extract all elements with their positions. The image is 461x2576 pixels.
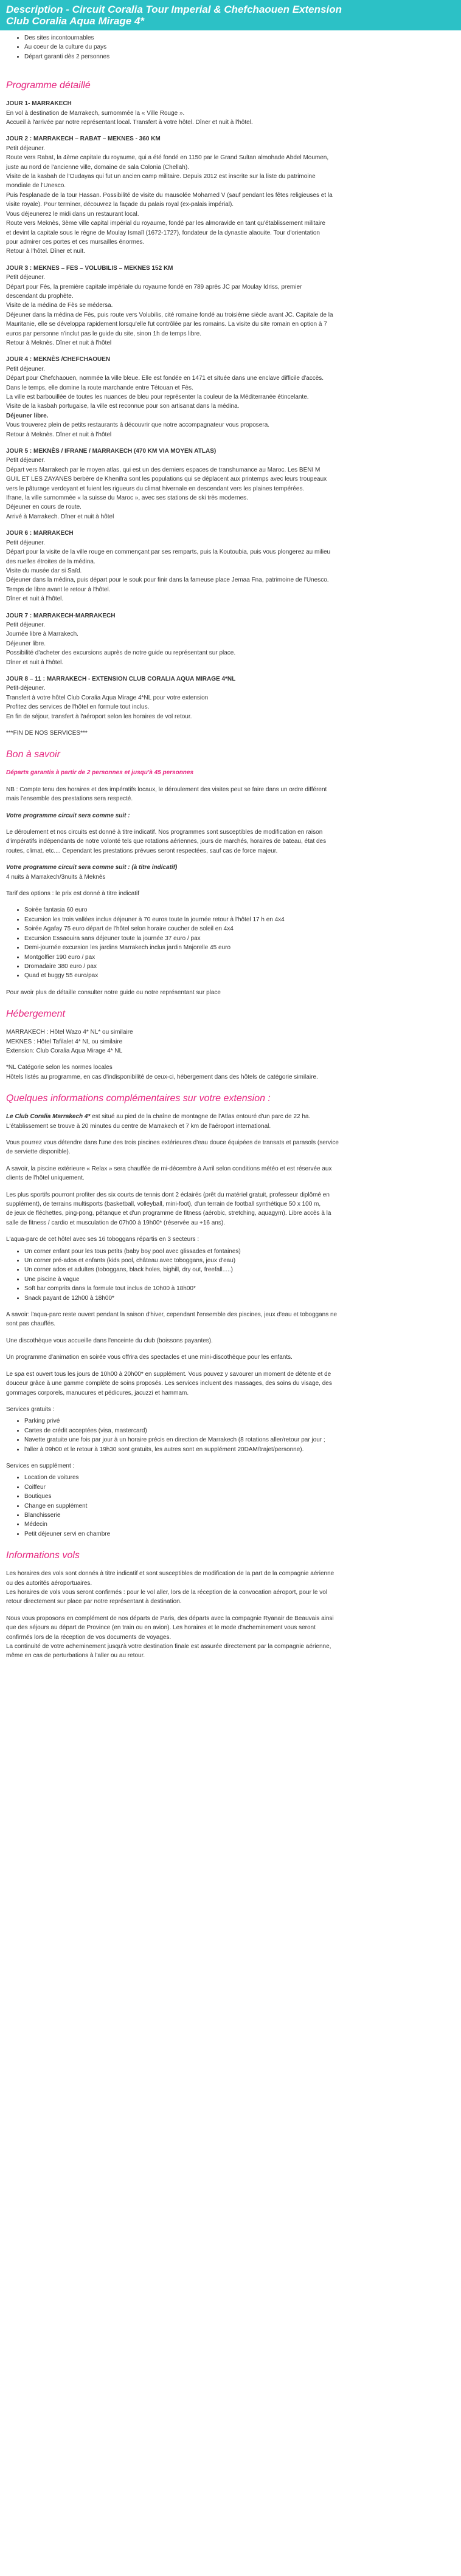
departs-garantis: Départs garantis à partir de 2 personnes et jusqu'à 45 personnes (6, 769, 194, 777)
spa-line: gommages corporels, manucures et pédicures, jacuzzi et hammam. (6, 1389, 189, 1396)
programme-day (6, 134, 455, 256)
programme-end: ***FIN DE NOS SERVICES*** (6, 730, 88, 737)
day-line: Puis l'esplanade de la tour Hassan. Possibilité de visite du mausolée Mohamed V (sauf pendant les fêtes religieuses et la (6, 191, 333, 199)
day-line: Accueil à l'arrivée par notre représentant local. Transfert à votre hôtel. Dîner et nuit à l'hôtel. (6, 119, 253, 126)
vols-line: Nous vous proposons en complément de nos départs de Paris, des départs avec la compagnie Ryanair de Beauvais ainsi (6, 1615, 334, 1622)
day-line: Visite de la kasbah portugaise, la ville est reconnue pour son artisanat dans la médina. (6, 403, 240, 410)
vols-line: La continuité de votre acheminement jusqu'à votre destination finale est assurée directement par la compagnie aérienne, (6, 1643, 331, 1650)
service-payant-item: • Change en supplément (24, 1502, 455, 1511)
programme-day (6, 675, 455, 721)
hebergement-line: MARRAKECH : Hôtel Wazo 4* NL* ou similaire (6, 1029, 133, 1036)
deroulement-paragraph (6, 828, 455, 856)
programme-day (6, 447, 455, 521)
nb-paragraph (6, 785, 455, 804)
intro-bullet: • Au coeur de la culture du pays (24, 43, 455, 52)
deroulement-line: Le déroulement et nos circuits est donné à titre indicatif. Nos programmes sont susceptibles de modification en raison (6, 829, 323, 836)
day-title: JOUR 7 : MARRAKECH-MARRAKECH (6, 612, 116, 619)
day-line: Vous trouverez plein de petits restaurants à découvrir que notre accompagnateur vous proposera. (6, 422, 270, 429)
piscines-line: de serviette disponible). (6, 1149, 71, 1156)
day-line: Déjeuner dans la médina de Fès, puis route vers Volubilis, cité romaine fondé au troisième siècle avant JC. Capitale de la (6, 311, 333, 318)
day-line: visite royale). Pour terminer, découvrez la façade du palais royal (ex-palais impérial). (6, 201, 234, 208)
day-title: JOUR 5 : MEKNÈS / IFRANE / MARRAKECH (470 KM VIA MOYEN ATLAS) (6, 448, 217, 455)
day-line: Déjeuner dans la médina, puis départ pour le souk pour finir dans la fameuse place Jemaa Fna, patrimoine de l'Unesco. (6, 577, 329, 584)
vols-p2 (6, 1614, 455, 1661)
relax-line: clients de l'hôtel uniquement. (6, 1175, 85, 1182)
day-line: Visite de la kasbah de l'Oudayas qui fut un ancien camp militaire. Depuis 2012 est inscrite sur la liste du patrimoine (6, 173, 316, 180)
deroulement-line: routes, climat, etc.... Cependant les prestations prévues seront respectées, sauf cas de force majeur. (6, 847, 278, 854)
day-title: JOUR 8 – 11 : MARRAKECH - EXTENSION CLUB CORALIA AQUA MIRAGE 4*NL (6, 675, 236, 682)
day-line: Dîner et nuit à l'hôtel. (6, 596, 64, 603)
spa-line: Le spa est ouvert tous les jours de 10h00 à 20h00* en supplément. Vous pouvez y savourer un moment de détente et de (6, 1370, 331, 1378)
aquapark-item: • Un corner ados et adultes (toboggans, black holes, bighill, dry out, freefall.....) (24, 1265, 455, 1274)
nb-line: mais l'ensemble des prestations sera respecté. (6, 795, 133, 803)
day-line: En vol à destination de Marrakech, surnommée la « Ville Rouge ». (6, 109, 185, 117)
options-list (6, 905, 455, 980)
day-title: JOUR 1- MARRAKECH (6, 100, 72, 108)
tarif-line: Tarif des options : le prix est donné à titre indicatif (6, 890, 140, 898)
vols-p1 (6, 1569, 455, 1607)
day-line: Retour à Meknès. Dîner et nuit à l'hôtel (6, 339, 112, 346)
option-item: • Excursion les trois vallées inclus déjeuner à 70 euros toute la journée retour à l'hôtel 17 h en 4x4 (24, 915, 455, 924)
service-payant-item: • Blanchisserie (24, 1511, 455, 1520)
day-line: Visite du musée dar si Saïd. (6, 567, 82, 574)
option-item: • Soirée Agafay 75 euro départ de l'hôtel selon horaire coucher de soleil en 4x4 (24, 924, 455, 933)
club-line2: L'établissement se trouve à 20 minutes du centre de Marrakech et 7 km de l'aéroport international. (6, 1122, 271, 1130)
option-item: • Demi-journée excursion les jardins Marrakech inclus jardin Majorelle 45 euro (24, 943, 455, 952)
vols-line: confirmés lors de la réception de vos documents de voyages. (6, 1633, 172, 1641)
club-desc: est situé au pied de la chaîne de montagne de l'Atlas entouré d'un parc de 22 ha. (90, 1113, 311, 1121)
day-line: euros par personne n'inclut pas le guide du site, sinon 1h de temps libre. (6, 330, 201, 337)
aquapark-item: • Soft bar comprits dans la formule tout inclus de 10h00 à 18h00* (24, 1284, 455, 1293)
day-line: Retour à l'hôtel. Dîner et nuit. (6, 248, 85, 255)
infos-heading: Quelques informations complémentaires sur votre extension : (6, 1093, 271, 1104)
intro-bullet: • Départ garanti dès 2 personnes (24, 52, 455, 61)
aquapark-note-line: sont pas chauffés. (6, 1321, 55, 1328)
day-line: Retour à Meknès. Dîner et nuit à l'hôtel (6, 431, 112, 438)
programme-day (6, 611, 455, 667)
day-line: La ville est barbouillée de toutes les nuances de bleu pour représenter la couleur de la Méditerranée étincelante. (6, 394, 309, 400)
day-line: Petit déjeuner. (6, 365, 45, 373)
aquapark-intro: L'aqua-parc de cet hôtel avec ses 16 toboggans répartis en 3 secteurs : (6, 1236, 199, 1243)
day-line: Petit déjeuner. (6, 621, 45, 628)
hebergement-lines (6, 1028, 455, 1056)
day-line: Petit déjeuner. (6, 145, 45, 152)
services-gratuits-title: Services gratuits : (6, 1406, 55, 1413)
day-line: Journée libre à Marrakech. (6, 631, 78, 638)
day-line: Départ vers Marrakech par le moyen atlas, qui est un des derniers espaces de transhumance au Maroc. Les BENI M (6, 466, 321, 473)
option-item: • Quad et buggy 55 euro/pax (24, 971, 455, 980)
day-line: Route vers Rabat, la 4ème capitale du royaume, qui a été fondé en 1150 par le Grand Sultan almohade Abdel Moumen, (6, 154, 329, 162)
vols-heading: Informations vols (6, 1550, 80, 1561)
hebergement-note: *NL Catégorie selon les normes locales (6, 1064, 113, 1071)
day-title: JOUR 3 : MEKNES – FES – VOLUBILIS – MEKNES 152 KM (6, 264, 173, 272)
services-payants-list (6, 1473, 455, 1539)
day-line: Route vers Meknès, 3ème ville capital impérial du royaume, fondé par les almoravide en tant qu'établissement militaire (6, 220, 325, 227)
aquapark-note (6, 1310, 455, 1329)
vols-line: Les horaires des vols sont donnés à titre indicatif et sont susceptibles de modification de la part de la compagnie aérienne (6, 1570, 334, 1578)
spa-paragraph (6, 1370, 455, 1398)
club-name: Le Club Coralia Marrakech 4* (6, 1113, 91, 1121)
day-line: descendant du prophète. (6, 292, 74, 300)
day-line: Départ pour la visite de la ville rouge en commençant par ses remparts, puis la Koutoubia, puis vous plongerez au milieu (6, 549, 331, 556)
animation-line: Un programme d'animation en soirée vous offrira des spectacles et une mini-discothèque pour les enfants. (6, 1354, 293, 1361)
day-line: Déjeuner en cours de route. (6, 504, 81, 511)
day-line: Vous déjeunerez le midi dans un restaurant local. (6, 210, 139, 218)
service-payant-item: • Coiffeur (24, 1483, 455, 1492)
hebergement-line: Extension: Club Coralia Aqua Mirage 4* NL (6, 1047, 123, 1054)
day-line: Profitez des services de l'hôtel en formule tout inclus. (6, 704, 150, 711)
hebergement-notes (6, 1063, 455, 1082)
programme-days (6, 99, 455, 721)
aquapark-item: • Un corner enfant pour les tous petits (baby boy pool avec glissades et fontaines) (24, 1247, 455, 1256)
day-line: pour admirer ces portes et ces mursailles énormes. (6, 238, 145, 246)
programme-day (6, 529, 455, 603)
aquapark-item: • Une piscine à vague (24, 1275, 455, 1284)
votre-circuit-2 (6, 863, 455, 882)
piscines-line: Vous pourrez vous détendre dans l'une des trois piscines extérieures d'eau douce équipées de transats et parasols (service (6, 1139, 339, 1146)
day-line: Départ pour Chefchaouen, nommée la ville bleue. Elle est fondée en 1471 et située dans une enclave difficile d'accès. (6, 375, 324, 382)
day-line: Ifrane, la ville surnommée « la suisse du Maroc », avec ses stations de ski très modernes. (6, 495, 248, 502)
day-line: mondiale de l'Unesco. (6, 182, 66, 190)
page-title (0, 0, 461, 30)
vols-line: que des séjours au départ de Province (en train ou en avion). Les horaires et le mode d'acheminement vous seront (6, 1624, 316, 1632)
nuits-line: 4 nuits à Marrakech/3nuits à Meknès (6, 873, 106, 881)
vols-line: même en cas de perturbations à l'aller ou au retour. (6, 1652, 145, 1660)
hebergement-line: MEKNES : Hôtel Tafilalet 4* NL ou similaire (6, 1038, 123, 1045)
votre-circuit-title: Votre programme circuit sera comme suit : (6, 812, 130, 819)
day-line: Déjeuner libre. (6, 412, 49, 419)
intro-bullet: • Des sites incontournables (24, 33, 455, 43)
option-item: • Dromadaire 380 euro / pax (24, 962, 455, 971)
vols-line: ou des autorités aéroportuaires. (6, 1579, 92, 1587)
day-line: GUIL ET LES ZAYANES berbère de Khenifra sont les populations qui se déplacent aux printemps avec leurs troupeaux (6, 476, 327, 483)
day-line: et devint la capitale sous le règne de Moulay Ismaïl (1672-1727), fondateur de la dynastie alaouite. Tour d'orientation (6, 229, 320, 236)
service-gratuit-item: • Cartes de crédit acceptées (visa, mastercard) (24, 1426, 455, 1435)
hebergement-heading: Hébergement (6, 1009, 65, 1020)
page-title-line2: Club Coralia Aqua Mirage 4* (6, 15, 145, 27)
programme-day (6, 355, 455, 439)
day-line: Visite de la médina de Fès se médersa. (6, 302, 113, 309)
service-gratuit-item: • l'aller à 09h00 et le retour à 19h30 sont gratuits, les autres sont en supplément 20DAM/trajet/personne). (24, 1445, 455, 1454)
day-line: Transfert à votre hôtel Club Coralia Aqua Mirage 4*NL pour votre extension (6, 694, 209, 701)
piscines-paragraph (6, 1138, 455, 1157)
day-line: Petit déjeuner. (6, 457, 45, 464)
programme-heading: Programme détaillé (6, 80, 91, 91)
club-paragraph (6, 1112, 455, 1131)
option-item: • Excursion Essaouira sans déjeuner toute la journée 37 euro / pax (24, 934, 455, 943)
disco-line: Une discothèque vous accueille dans l'enceinte du club (boissons payantes). (6, 1337, 213, 1344)
day-line: Arrivé à Marrakech. Dîner et nuit à hôtel (6, 513, 114, 520)
day-line: Déjeuner libre. (6, 640, 46, 647)
day-title: JOUR 2 : MARRAKECH – RABAT – MEKNES - 360 KM (6, 136, 161, 143)
services-payants-title: Services en supplément : (6, 1462, 75, 1469)
day-line: Petit-déjeuner. (6, 685, 46, 692)
hebergement-note: Hôtels listés au programme, en cas d'indisponibilité de ceux-ci, hébergement dans des hôtels de catégorie similaire. (6, 1073, 318, 1080)
day-line: Départ pour Fès, la première capitale impériale du royaume fondé en 789 après JC par Moulay Idriss, premier (6, 283, 302, 290)
day-title: JOUR 6 : MARRAKECH (6, 530, 74, 537)
option-item: • Montgolfier 190 euro / pax (24, 953, 455, 962)
bon-a-savoir-heading: Bon à savoir (6, 749, 60, 760)
sports-line: de jeux de fléchettes, ping-pong, pétanque et d'un programme de fitness (aérobic, stretching, aquagym). Libre accès à la (6, 1210, 331, 1217)
day-line: Dîner et nuit à l'hôtel. (6, 659, 64, 666)
programme-day (6, 99, 455, 127)
sports-line: supplément), de terrains multisports (basketball, volleyball, mini-foot), d'un terrain de football synthétique 50 x 100 m, (6, 1201, 321, 1207)
aquapark-item: • Un corner pré-ados et enfants (kids pool, château avec toboggans, jeux d'eau) (24, 1256, 455, 1265)
sports-line: salle de fitness / cardio et musculation de 07h00 à 19h00* (réservée au +16 ans). (6, 1219, 225, 1226)
vols-line: Les horaires de vols vous seront confirmés : pour le vol aller, lors de la réception de la convocation aéroport, pour le vol (6, 1589, 328, 1596)
programme-day (6, 264, 455, 348)
service-payant-item: • Location de voitures (24, 1473, 455, 1482)
service-gratuit-item: • Navette gratuite une fois par jour à un horaire précis en direction de Marrakech (8 rotations aller/retour par jour ; (24, 1435, 455, 1444)
aquapark-list (6, 1247, 455, 1303)
spa-line: douceur grâce à une gamme complète de soins proposés. Les services incluent des massages, des soins du visage, des (6, 1380, 332, 1387)
services-gratuits-list (6, 1417, 455, 1454)
day-line: Temps de libre avant le retour à l'hôtel. (6, 586, 111, 593)
nb-line: NB : Compte tenu des horaires et des impératifs locaux, le déroulement des visites peut se faire dans un ordre différent (6, 786, 327, 793)
deroulement-line: d'impératifs indépendants de notre volonté tels que rotations aériennes, jours de marchés, horaires de bateau, état des (6, 838, 327, 845)
service-payant-item: • Médecin (24, 1520, 455, 1529)
day-line: Petit déjeuner. (6, 274, 45, 281)
day-line: Mauritanie, elle se développa rapidement lorsqu'elle fut contrôlée par les romains. La visite du site romain en option à 7 (6, 321, 327, 328)
service-payant-item: • Petit déjeuner servi en chambre (24, 1530, 455, 1539)
sports-paragraph (6, 1190, 455, 1228)
day-line: des ruelles étroites de la médina. (6, 558, 95, 565)
day-line: vers le pâturage verdoyant et fuient les rigueurs du climat hivernale en descendant vers les plaines tempérées. (6, 485, 305, 492)
relax-line: A savoir, la piscine extérieure « Relax » sera chauffée de mi-décembre à Avril selon conditions météo et est réservée aux (6, 1165, 332, 1172)
service-gratuit-item: • Parking privé (24, 1417, 455, 1426)
sports-line: Les plus sportifs pourront profiter des six courts de tennis dont 2 éclairés (prêt du matériel gratuit, professeur diplômé en (6, 1191, 330, 1198)
day-line: En fin de séjour, transfert à l'aéroport selon les horaires de vol retour. (6, 713, 192, 720)
aquapark-item: • Snack payant de 12h00 à 18h00* (24, 1294, 455, 1303)
intro-list (6, 33, 455, 61)
votre-circuit-title-2: Votre programme circuit sera comme suit : (à titre indicatif) (6, 864, 178, 871)
page-title-line1: Description - Circuit Coralia Tour Imperial & Chefchaouen Extension (6, 4, 342, 15)
day-line: juste au nord de l'ancienne ville, domaine de sala Colonia (Chellah). (6, 163, 189, 171)
day-title: JOUR 4 : MEKNÈS /CHEFCHAOUEN (6, 356, 111, 363)
vols-line: retour directement sur place par notre représentant à destination. (6, 1598, 182, 1606)
day-line: Dans le temps, elle domine la route marchande entre Tétouan et Fès. (6, 384, 193, 391)
pour-avoir-line: Pour avoir plus de détaille consulter notre guide ou notre représentant sur place (6, 989, 221, 996)
day-line: Petit déjeuner. (6, 539, 45, 546)
relax-paragraph (6, 1164, 455, 1183)
day-line: Possibilité d'acheter des excursions auprès de notre guide ou représentant sur place. (6, 650, 236, 657)
service-payant-item: • Boutiques (24, 1492, 455, 1501)
aquapark-note-line: A savoir: l'aqua-parc reste ouvert pendant la saison d'hiver, cependant l'ensemble des piscines, jeux d'eau et toboggans ne (6, 1311, 338, 1319)
option-item: • Soirée fantasia 60 euro (24, 905, 455, 915)
